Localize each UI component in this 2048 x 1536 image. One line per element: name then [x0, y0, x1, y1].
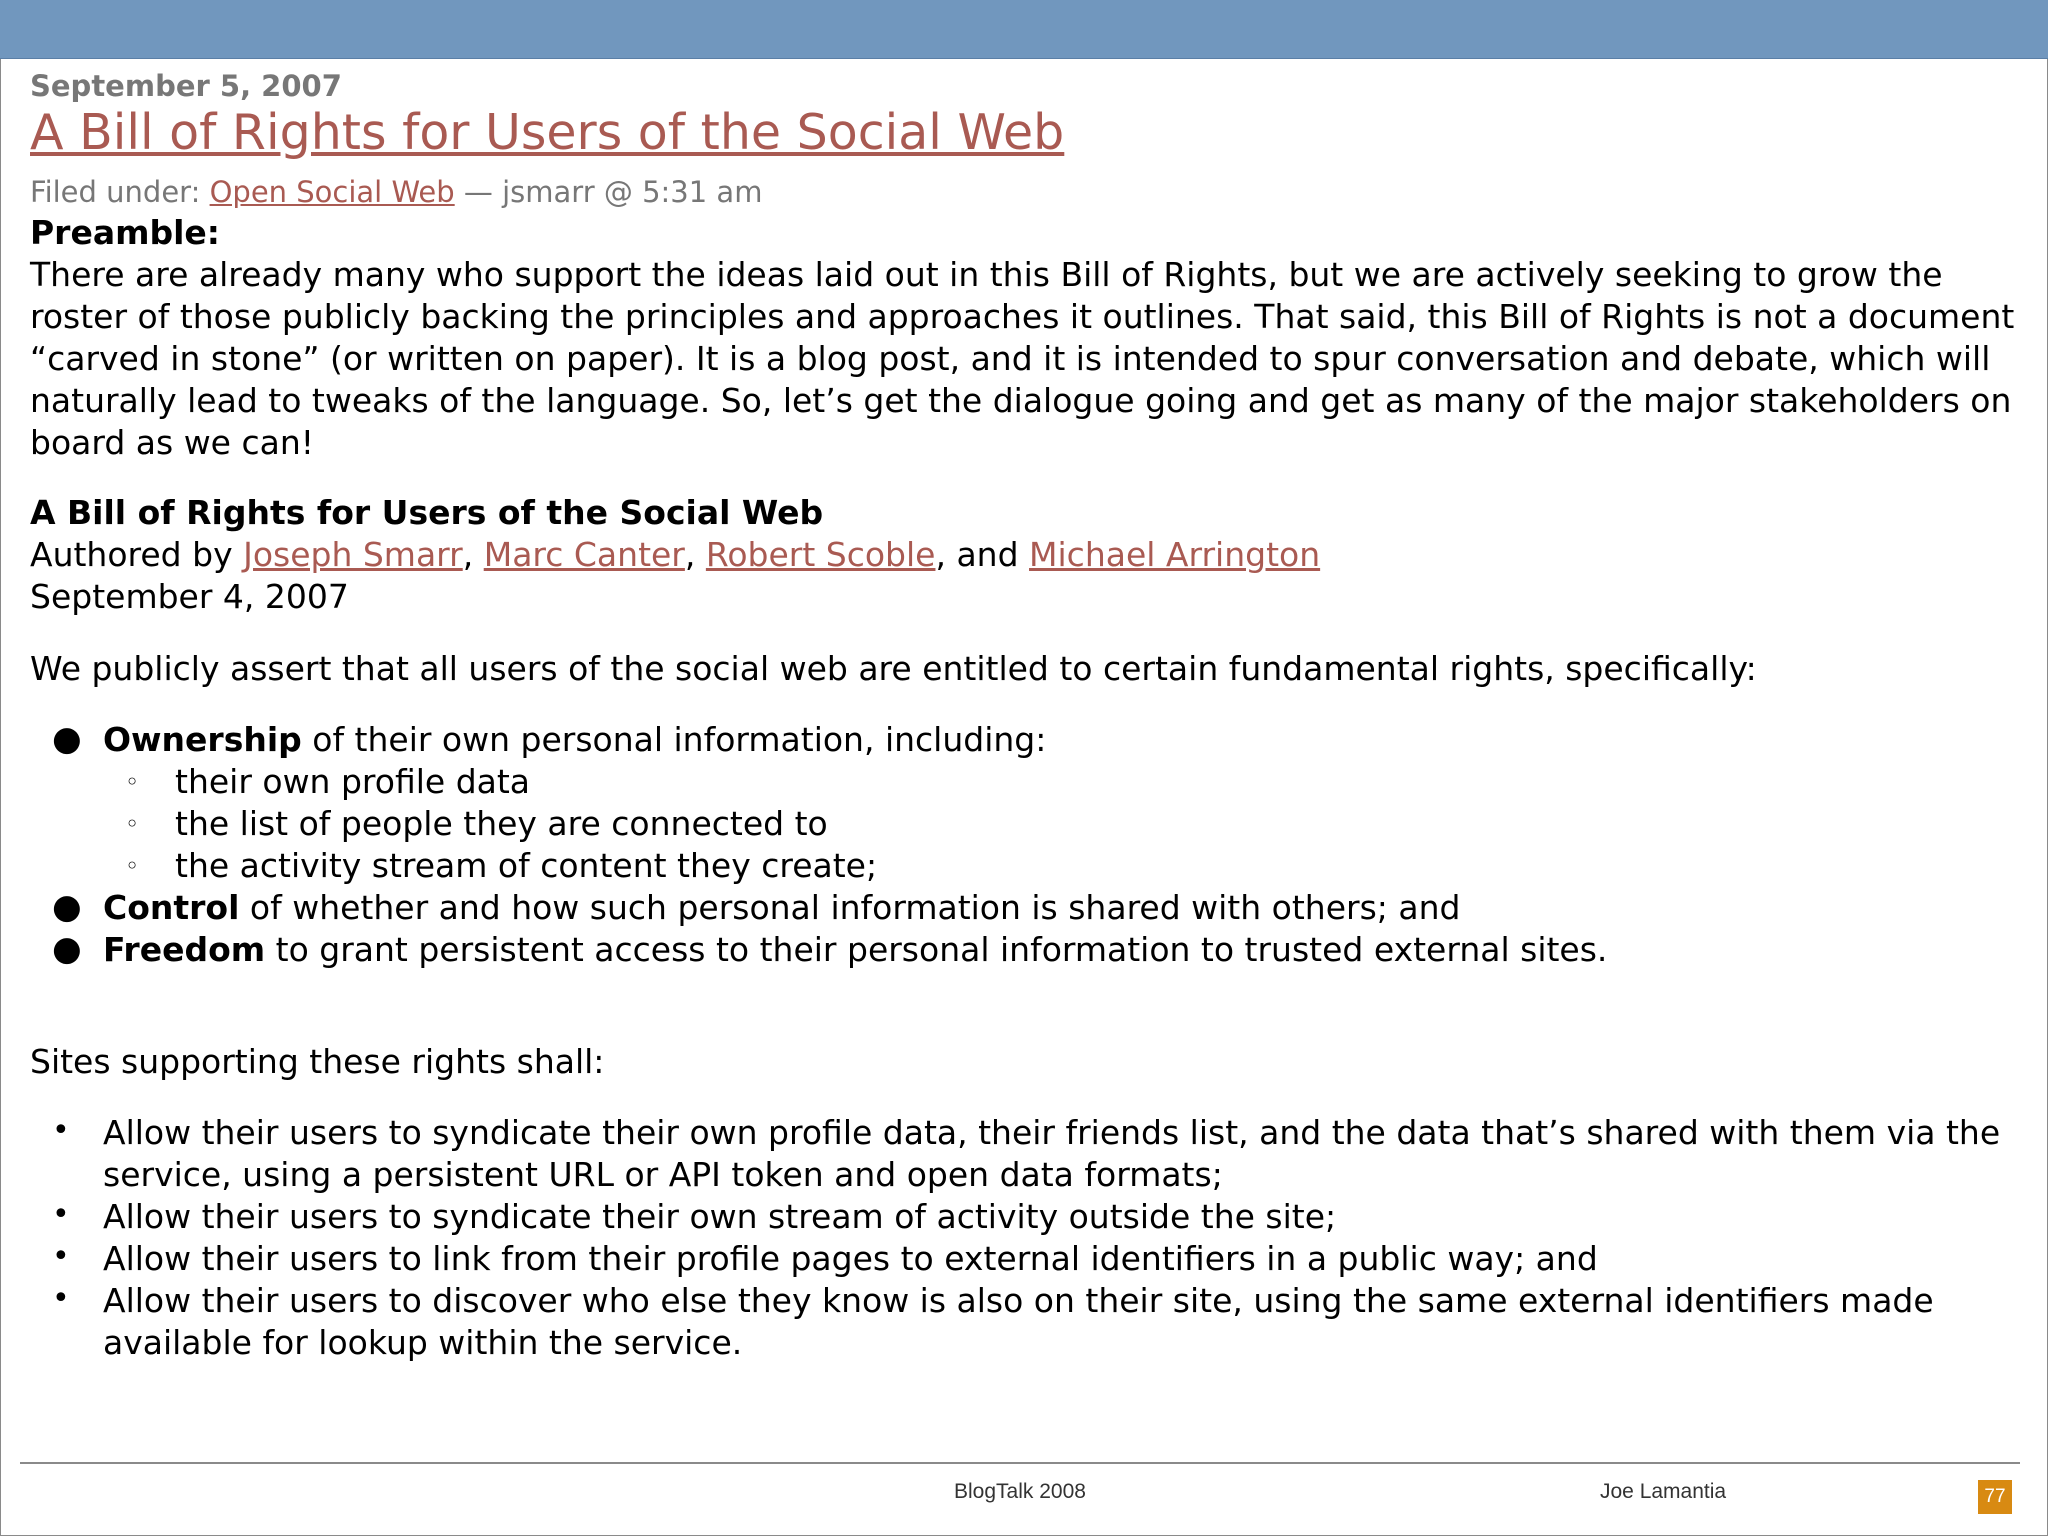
bullet-icon: • — [52, 1239, 70, 1274]
right-term: Ownership — [103, 720, 302, 759]
footer-author: Joe Lamantia — [1600, 1480, 1727, 1503]
sites-intro: Sites supporting these rights shall: — [30, 1042, 605, 1081]
circle-bullet-icon: ◦ — [125, 852, 140, 880]
post-date: September 5, 2007 — [30, 69, 342, 103]
author-link-marc-canter[interactable]: Marc Canter — [483, 535, 685, 574]
post-title-link[interactable]: A Bill of Rights for Users of the Social Web — [30, 104, 1065, 161]
right-text: of their own personal information, including: — [301, 720, 1047, 759]
circle-bullet-icon: ◦ — [125, 810, 140, 838]
bullet-icon: ● — [52, 887, 82, 927]
authors-line — [30, 534, 2020, 576]
list-item — [30, 1112, 2020, 1196]
right-term: Freedom — [103, 930, 266, 969]
preamble-text: There are already many who support the ideas laid out in this Bill of Rights, but we are actively seeking to grow the roster of those publicly backing the principles and approaches it outlines. That said, this Bill of Rights is not a document “carved in stone” (or written on paper). It is a blog post, and it is intended to spur conversation and debate, which will naturally lead to tweaks of the language. So, let’s get the dialogue going and get as many of the major stakeholders on board as we can! — [30, 255, 2015, 462]
list-item — [30, 1196, 2020, 1238]
footer-event: BlogTalk 2008 — [954, 1480, 1086, 1503]
list-item-text: Allow their users to syndicate their own profile data, their friends list, and the data that’s shared with them via the service, using a persistent URL or API token and open data formats; — [103, 1113, 2001, 1194]
ownership-sublist — [103, 761, 2020, 887]
list-item — [30, 845, 2020, 887]
list-item — [30, 887, 2020, 929]
sublist-text: the activity stream of content they create; — [175, 846, 878, 885]
bill-title: A Bill of Rights for Users of the Social Web — [30, 493, 824, 532]
author-link-robert-scoble[interactable]: Robert Scoble — [705, 535, 936, 574]
list-item — [30, 929, 2020, 971]
bullet-icon: ● — [52, 719, 82, 759]
bullet-icon: ● — [52, 929, 82, 969]
category-link[interactable]: Open Social Web — [209, 175, 455, 209]
right-term: Control — [103, 888, 240, 927]
preamble-heading: Preamble: — [30, 213, 221, 252]
bullet-icon: • — [52, 1281, 70, 1316]
sublist-text: their own profile data — [175, 762, 531, 801]
filed-prefix: Filed under: — [30, 175, 210, 209]
rights-list — [30, 719, 2020, 971]
right-text: of whether and how such personal information is shared with others; and — [239, 888, 1461, 927]
list-item-text: Allow their users to syndicate their own stream of activity outside the site; — [103, 1197, 1337, 1236]
list-item — [30, 761, 2020, 803]
right-text: to grant persistent access to their personal information to trusted external sites. — [265, 930, 1608, 969]
list-item-text: Allow their users to discover who else they know is also on their site, using the same external identifiers made available for lookup within the service. — [103, 1281, 1934, 1362]
author-link-joseph-smarr[interactable]: Joseph Smarr — [243, 535, 463, 574]
list-item — [30, 803, 2020, 845]
sublist-text: the list of people they are connected to — [175, 804, 828, 843]
filed-suffix: — jsmarr @ 5:31 am — [454, 175, 763, 209]
list-item — [30, 719, 2020, 887]
authored-by-label: Authored by — [30, 535, 244, 574]
sites-list — [30, 1112, 2020, 1364]
bill-date: September 4, 2007 — [30, 577, 349, 616]
author-separator: , — [684, 535, 706, 574]
post-meta — [30, 172, 2020, 212]
circle-bullet-icon: ◦ — [125, 768, 140, 796]
author-link-michael-arrington[interactable]: Michael Arrington — [1029, 535, 1321, 574]
author-separator: , and — [935, 535, 1030, 574]
author-separator: , — [462, 535, 484, 574]
rights-assertion: We publicly assert that all users of the social web are entitled to certain fundamental rights, specifically: — [30, 649, 1757, 688]
list-item — [30, 1238, 2020, 1280]
bullet-icon: • — [52, 1113, 70, 1148]
list-item-text: Allow their users to link from their profile pages to external identifiers in a public way; and — [103, 1239, 1598, 1278]
page-number-badge: 77 — [1978, 1480, 2012, 1514]
list-item — [30, 1280, 2020, 1364]
blog-post — [30, 68, 2020, 1364]
bullet-icon: • — [52, 1197, 70, 1232]
footer-divider — [20, 1462, 2020, 1464]
header-bar — [0, 0, 2048, 59]
